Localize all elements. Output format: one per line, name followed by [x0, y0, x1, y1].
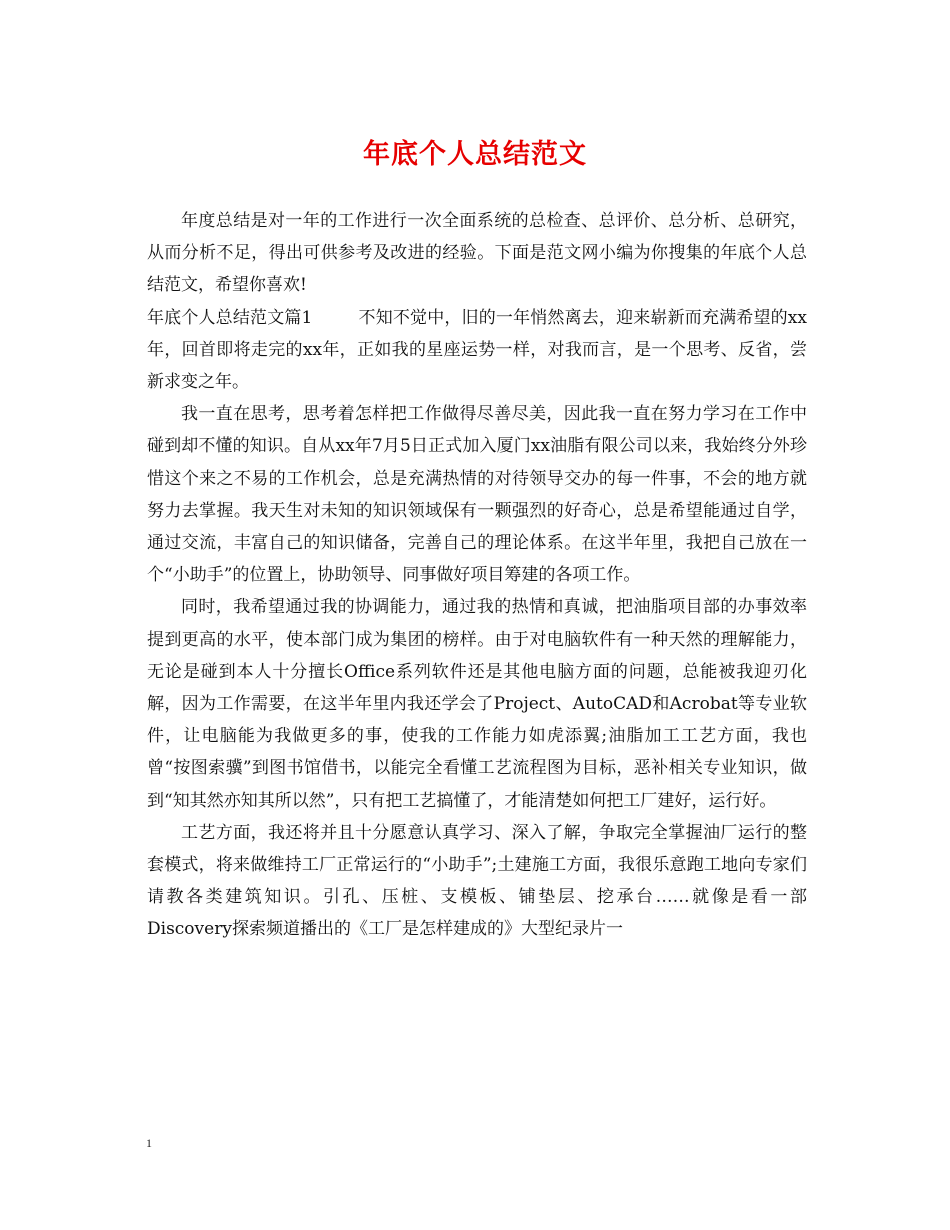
- page-number: 1: [146, 1136, 152, 1150]
- body-paragraph-2: 同时，我希望通过我的协调能力，通过我的热情和真诚，把油脂项目部的办事效率提到更高的水平，使本部门成为集团的榜样。由于对电脑软件有一种天然的理解能力，无论是碰到本人十分擅长Office系列软件还是其他电脑方面的问题，总能被我迎刃化解，因为工作需要，在这半年里内我还学会了Project、AutoCAD和Acrobat等专业软件，让电脑能为我做更多的事，使我的工作能力如虎添翼;油脂加工工艺方面，我也曾“按图索骥”到图书馆借书，以能完全看懂工艺流程图为目标，恶补相关专业知识，做到“知其然亦知其所以然”，只有把工艺搞懂了，才能清楚如何把工厂建好，运行好。: [147, 597, 807, 811]
- intro-paragraph: 年度总结是对一年的工作进行一次全面系统的总检查、总评价、总分析、总研究，从而分析不足，得出可供参考及改进的经验。下面是范文网小编为你搜集的年底个人总结范文，希望你喜欢!: [147, 211, 807, 296]
- document-title: 年底个人总结范文: [363, 139, 587, 170]
- section-paragraph: [147, 302, 807, 399]
- section-heading: 年底个人总结范文篇1: [147, 307, 313, 328]
- body-paragraph-1: 我一直在思考，思考着怎样把工作做得尽善尽美，因此我一直在努力学习在工作中碰到却不懂的知识。自从xx年7月5日正式加入厦门xx油脂有限公司以来，我始终分外珍惜这个来之不易的工作机会，总是充满热情的对待领导交办的每一件事，不会的地方就努力去掌握。我天生对未知的知识领域保有一颗强烈的好奇心，总是希望能通过自学，通过交流，丰富自己的知识储备，完善自己的理论体系。在这半年里，我把自己放在一个“小助手”的位置上，协助领导、同事做好项目筹建的各项工作。: [147, 404, 807, 586]
- body-paragraph-3: 工艺方面，我还将并且十分愿意认真学习、深入了解，争取完全掌握油厂运行的整套模式，将来做维持工厂正常运行的“小助手”;土建施工方面，我很乐意跑工地向专家们请教各类建筑知识。引孔、压桩、支模板、铺垫层、挖承台……就像是看一部Discovery探索频道播出的《工厂是怎样建成的》大型纪录片一: [147, 822, 807, 940]
- document-body: [147, 205, 807, 946]
- section-first-paragraph-text: 不知不觉中，旧的一年悄然离去，迎来崭新而充满希望的xx年，回首即将走完的xx年，正如我的星座运势一样，对我而言，是一个思考、反省，尝新求变之年。: [147, 307, 807, 393]
